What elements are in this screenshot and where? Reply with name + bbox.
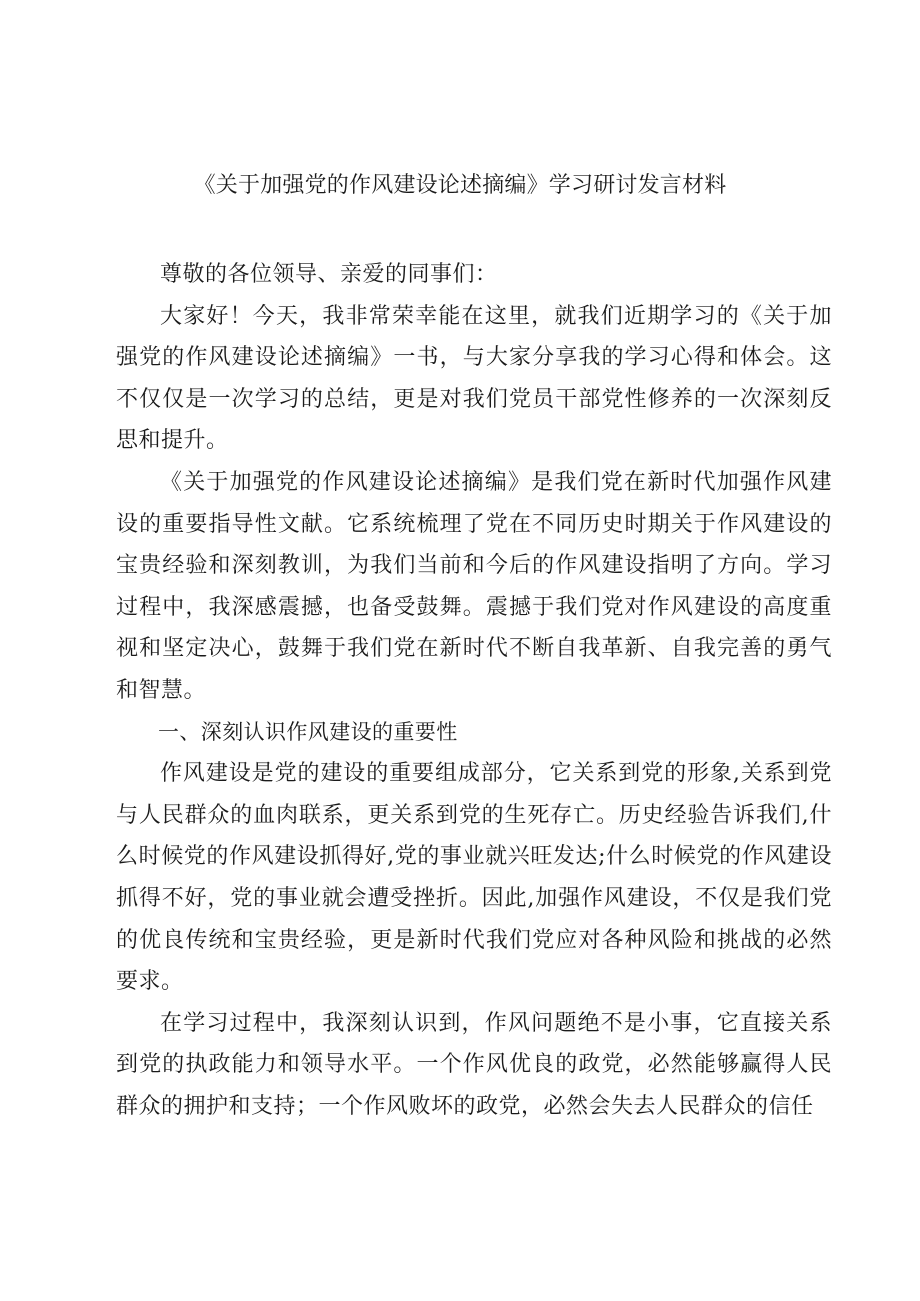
intro-paragraph: 《关于加强党的作风建设论述摘编》是我们党在新时代加强作风建设的重要指导性文献。它系统梳理了党在不同历史时期关于作风建设的宝贵经验和深刻教训，为我们当前和今后的作风建设指明了方向。学习过程中，我深感震撼，也备受鼓舞。震撼于我们党对作风建设的高度重视和坚定决心，鼓舞于我们党在新时代不断自我革新、自我完善的勇气和智慧。 — [116, 469, 832, 703]
section-heading: 一、深刻认识作风建设的重要性 — [158, 719, 458, 744]
document-body — [116, 254, 832, 1127]
opening-paragraph: 大家好！今天，我非常荣幸能在这里，就我们近期学习的《关于加强党的作风建设论述摘编》一书，与大家分享我的学习心得和体会。这不仅仅是一次学习的总结，更是对我们党员干部党性修养的一次深刻反思和提升。 — [116, 303, 832, 454]
document-title: 《关于加强党的作风建设论述摘编》学习研讨发言材料 — [193, 173, 727, 198]
section-paragraph-1: 作风建设是党的建设的重要组成部分，它关系到党的形象,关系到党与人民群众的血肉联系，更关系到党的生死存亡。历史经验告诉我们,什么时候党的作风建设抓得好,党的事业就兴旺发达;什么时候党的作风建设抓得不好，党的事业就会遭受挫折。因此,加强作风建设，不仅是我们党的优良传统和宝贵经验，更是新时代我们党应对各种风险和挑战的必然要求。 — [116, 761, 832, 995]
greeting-paragraph: 尊敬的各位领导、亲爱的同事们： — [160, 262, 498, 287]
section-paragraph-2: 在学习过程中，我深刻认识到，作风问题绝不是小事，它直接关系到党的执政能力和领导水平。一个作风优良的政党，必然能够赢得人民群众的拥护和支持；一个作风败坏的政党，必然会失去人民群众的信任 — [116, 1010, 832, 1119]
